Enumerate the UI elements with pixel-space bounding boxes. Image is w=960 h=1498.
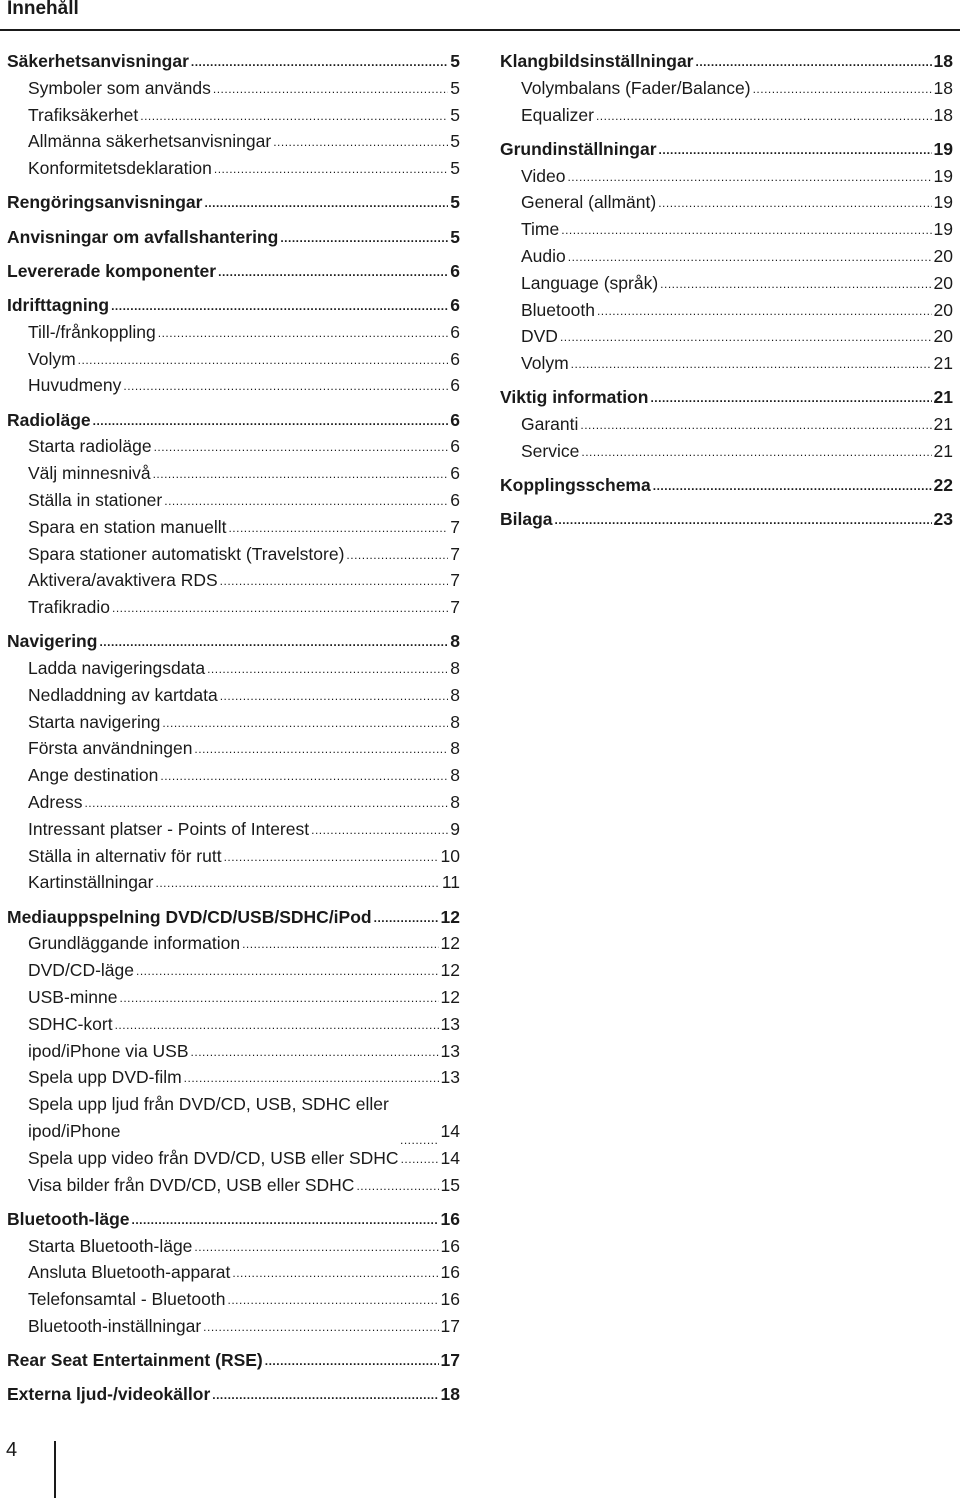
toc-section xyxy=(7,189,460,216)
toc-leader-dots xyxy=(184,1073,439,1083)
toc-subsection-entry[interactable] xyxy=(7,346,460,373)
toc-entry-title: Ställa in alternativ för rutt xyxy=(28,845,222,866)
toc-entry-title: Ställa in stationer xyxy=(28,489,163,510)
toc-leader-dots xyxy=(220,576,449,586)
toc-subsection-entry[interactable] xyxy=(7,1091,460,1145)
toc-leader-dots xyxy=(155,878,439,888)
toc-page-number: 8 xyxy=(450,792,460,813)
toc-page-number: 21 xyxy=(933,353,953,374)
toc-page-number: 10 xyxy=(440,845,460,866)
toc-subsection-entry[interactable] xyxy=(7,75,460,102)
toc-leader-dots xyxy=(191,57,448,67)
footer-divider xyxy=(54,1441,56,1498)
toc-leader-dots xyxy=(212,1390,438,1400)
toc-section-entry[interactable] xyxy=(7,48,460,75)
toc-entry-title: Time xyxy=(521,219,560,240)
toc-page-number: 13 xyxy=(440,1013,460,1034)
toc-entry-title: Ange destination xyxy=(28,765,159,786)
toc-page-number: 20 xyxy=(933,245,953,266)
toc-right-column xyxy=(500,40,953,533)
toc-section-entry[interactable] xyxy=(7,189,460,216)
toc-leader-dots xyxy=(154,442,449,452)
toc-page-number: 7 xyxy=(450,570,460,591)
toc-leader-dots xyxy=(204,198,448,208)
toc-page-number: 20 xyxy=(933,326,953,347)
toc-page-number: 5 xyxy=(450,226,460,247)
toc-section xyxy=(7,628,460,896)
toc-page-number: 8 xyxy=(450,711,460,732)
toc-subsection-entry[interactable] xyxy=(7,789,460,816)
toc-entry-title: Till-/frånkoppling xyxy=(28,321,156,342)
toc-entry-title: Viktig information xyxy=(500,387,649,408)
toc-leader-dots xyxy=(220,691,449,701)
toc-entry-title: Bluetooth-inställningar xyxy=(28,1315,202,1336)
toc-page-number: 6 xyxy=(450,294,460,315)
toc-subsection-entry[interactable] xyxy=(7,735,460,762)
toc-entry-title: Bilaga xyxy=(500,509,553,530)
toc-leader-dots xyxy=(560,332,932,342)
toc-page-number: 20 xyxy=(933,272,953,293)
toc-page-number: 14 xyxy=(440,1121,460,1142)
toc-entry-title: Adress xyxy=(28,792,83,813)
toc-entry-title: Kartinställningar xyxy=(28,872,154,893)
toc-entry-title: Equalizer xyxy=(521,104,594,125)
toc-entry-title: Bluetooth-läge xyxy=(7,1208,130,1229)
toc-page-number: 15 xyxy=(440,1174,460,1195)
toc-leader-dots xyxy=(596,111,932,121)
toc-left-column xyxy=(7,40,460,1408)
toc-entry-title: Video xyxy=(521,165,566,186)
toc-entry-title: Starta radioläge xyxy=(28,436,152,457)
toc-section-entry[interactable] xyxy=(7,1381,460,1408)
toc-subsection-entry[interactable] xyxy=(7,460,460,487)
toc-page-number: 6 xyxy=(450,348,460,369)
toc-entry-title: Första användningen xyxy=(28,738,193,759)
toc-subsection-entry[interactable] xyxy=(7,594,460,621)
toc-page-number: 12 xyxy=(440,933,460,954)
toc-section-entry[interactable] xyxy=(500,506,953,533)
toc-page-number: 19 xyxy=(933,138,953,159)
toc-section xyxy=(7,904,460,1199)
toc-subsection-entry[interactable] xyxy=(7,843,460,870)
toc-section-entry[interactable] xyxy=(7,292,460,319)
toc-page-number: 6 xyxy=(450,321,460,342)
toc-subsection-entry[interactable] xyxy=(500,411,953,438)
toc-subsection-entry[interactable] xyxy=(500,270,953,297)
toc-entry-title: Audio xyxy=(521,245,566,266)
toc-leader-dots xyxy=(659,145,932,155)
toc-page-number: 6 xyxy=(450,260,460,281)
toc-leader-dots xyxy=(401,1154,439,1164)
toc-entry-title: Telefonsamtal - Bluetooth xyxy=(28,1289,226,1310)
toc-page-number: 7 xyxy=(450,516,460,537)
toc-entry-title: Trafikradio xyxy=(28,597,111,618)
toc-entry-title: Spela upp video från DVD/CD, USB eller SDHC xyxy=(28,1147,399,1168)
toc-entry-title: Säkerhetsanvisningar xyxy=(7,51,189,71)
toc-entry-title: Visa bilder från DVD/CD, USB eller SDHC xyxy=(28,1174,355,1195)
toc-leader-dots xyxy=(93,416,449,426)
toc-page-number: 21 xyxy=(933,414,953,435)
toc-subsection-entry[interactable] xyxy=(500,216,953,243)
toc-page-number: 16 xyxy=(440,1208,460,1229)
toc-entry-title: Bluetooth xyxy=(521,299,595,320)
toc-entry-title: Radioläge xyxy=(7,409,91,430)
toc-entry-title: Starta navigering xyxy=(28,711,161,732)
toc-page-number: 8 xyxy=(450,738,460,759)
toc-section-entry[interactable] xyxy=(500,48,953,75)
toc-entry-title: Navigering xyxy=(7,631,98,652)
toc-entry-title: Allmänna säkerhetsanvisningar xyxy=(28,131,272,152)
toc-page-number: 8 xyxy=(450,765,460,786)
toc-entry-title: General (allmänt) xyxy=(521,192,657,213)
toc-leader-dots xyxy=(115,1020,439,1030)
toc-leader-dots xyxy=(160,771,448,781)
toc-page-number: 12 xyxy=(440,987,460,1008)
toc-leader-dots xyxy=(164,496,448,506)
toc-entry-title: Aktivera/avaktivera RDS xyxy=(28,570,218,591)
toc-entry-title: SDHC-kort xyxy=(28,1013,113,1034)
toc-page-number: 8 xyxy=(450,684,460,705)
toc-section-entry[interactable] xyxy=(7,224,460,251)
toc-subsection-entry[interactable] xyxy=(7,1145,460,1172)
toc-subsection-entry[interactable] xyxy=(7,957,460,984)
toc-entry-title: Spara stationer automatiskt (Travelstore) xyxy=(28,543,345,564)
toc-section xyxy=(7,258,460,285)
toc-subsection-entry[interactable] xyxy=(7,541,460,568)
toc-leader-dots xyxy=(242,939,438,949)
toc-leader-dots xyxy=(568,252,932,262)
toc-section xyxy=(7,292,460,399)
toc-leader-dots xyxy=(203,1322,438,1332)
toc-subsection-entry[interactable] xyxy=(7,1172,460,1199)
toc-page-number: 16 xyxy=(440,1289,460,1310)
toc-page-number: 7 xyxy=(450,597,460,618)
toc-leader-dots xyxy=(207,664,448,674)
toc-page-number: 18 xyxy=(933,77,953,98)
toc-subsection-entry[interactable] xyxy=(500,438,953,465)
toc-subsection-entry[interactable] xyxy=(7,155,460,182)
toc-leader-dots xyxy=(136,966,439,976)
toc-page-number: 12 xyxy=(440,960,460,981)
toc-leader-dots xyxy=(153,469,449,479)
toc-section-entry[interactable] xyxy=(7,904,460,931)
toc-leader-dots xyxy=(581,447,931,457)
toc-leader-dots xyxy=(123,381,448,391)
toc-leader-dots xyxy=(194,744,448,754)
toc-section-entry[interactable] xyxy=(7,1206,460,1233)
toc-subsection-entry[interactable] xyxy=(7,433,460,460)
toc-leader-dots xyxy=(214,164,448,174)
toc-leader-dots xyxy=(111,301,448,311)
toc-entry-title: Trafiksäkerhet xyxy=(28,104,139,125)
toc-leader-dots xyxy=(140,111,448,121)
toc-page-number: 19 xyxy=(933,219,953,240)
toc-subsection-entry[interactable] xyxy=(7,372,460,399)
toc-subsection-entry[interactable] xyxy=(7,655,460,682)
toc-entry-title: Idrifttagning xyxy=(7,294,110,315)
toc-section xyxy=(7,1206,460,1340)
toc-section xyxy=(500,136,953,377)
toc-section xyxy=(7,407,460,621)
toc-entry-title: Klangbildsinställningar xyxy=(500,51,694,71)
toc-subsection-entry[interactable] xyxy=(500,297,953,324)
toc-section xyxy=(500,472,953,499)
toc-section xyxy=(500,506,953,533)
toc-page-number: 5 xyxy=(450,77,460,98)
toc-subsection-entry[interactable] xyxy=(7,984,460,1011)
toc-section xyxy=(7,1347,460,1374)
toc-leader-dots xyxy=(227,1295,438,1305)
toc-page-number: 9 xyxy=(450,818,460,839)
toc-entry-title: Välj minnesnivå xyxy=(28,463,151,484)
toc-subsection-entry[interactable] xyxy=(500,75,953,102)
toc-entry-title: Starta Bluetooth-läge xyxy=(28,1235,193,1256)
toc-page-number: 19 xyxy=(933,192,953,213)
toc-page-number: 12 xyxy=(440,906,460,927)
toc-section-entry[interactable] xyxy=(7,1347,460,1374)
toc-page-number: 18 xyxy=(440,1384,460,1405)
toc-subsection-entry[interactable] xyxy=(7,567,460,594)
toc-leader-dots xyxy=(191,1047,439,1057)
toc-page-number: 6 xyxy=(450,489,460,510)
toc-entry-title: Konformitetsdeklaration xyxy=(28,158,212,179)
toc-leader-dots xyxy=(660,279,931,289)
toc-section-entry[interactable] xyxy=(7,628,460,655)
toc-entry-title: Ladda navigeringsdata xyxy=(28,658,206,679)
toc-page-number: 8 xyxy=(450,631,460,652)
toc-entry-title: Ansluta Bluetooth-apparat xyxy=(28,1262,231,1283)
toc-entry-title: USB-minne xyxy=(28,987,118,1008)
toc-section-entry[interactable] xyxy=(500,384,953,411)
toc-subsection-entry[interactable] xyxy=(500,323,953,350)
toc-page-number: 19 xyxy=(933,165,953,186)
toc-page-number: 5 xyxy=(450,192,460,213)
toc-leader-dots xyxy=(650,393,931,403)
toc-page-number: 13 xyxy=(440,1040,460,1061)
toc-page-number: 8 xyxy=(450,658,460,679)
toc-leader-dots xyxy=(162,718,448,728)
toc-page-number: 18 xyxy=(933,51,953,71)
toc-page-number: 22 xyxy=(933,475,953,496)
toc-subsection-entry[interactable] xyxy=(7,1233,460,1260)
toc-leader-dots xyxy=(356,1181,438,1191)
toc-page-number: 17 xyxy=(440,1350,460,1371)
toc-leader-dots xyxy=(571,359,932,369)
toc-entry-title: Intressant platser - Points of Interest xyxy=(28,818,310,839)
toc-leader-dots xyxy=(597,306,932,316)
toc-leader-dots xyxy=(696,57,932,67)
toc-section xyxy=(7,48,460,182)
toc-leader-dots xyxy=(224,852,439,862)
toc-entry-title: Nedladdning av kartdata xyxy=(28,684,218,705)
toc-page-number: 21 xyxy=(933,387,953,408)
toc-page-number: 23 xyxy=(933,509,953,530)
toc-subsection-entry[interactable] xyxy=(7,102,460,129)
toc-entry-title: Levererade komponenter xyxy=(7,260,217,281)
toc-section-entry[interactable] xyxy=(500,472,953,499)
toc-subsection-entry[interactable] xyxy=(500,163,953,190)
toc-page-number: 11 xyxy=(441,872,460,893)
toc-leader-dots xyxy=(232,1268,438,1278)
toc-leader-dots xyxy=(561,225,931,235)
toc-entry-title: Spara en station manuellt xyxy=(28,516,227,537)
toc-entry-title: Grundläggande information xyxy=(28,933,241,954)
toc-leader-dots xyxy=(265,1356,439,1366)
toc-subsection-entry[interactable] xyxy=(7,128,460,155)
toc-subsection-entry[interactable] xyxy=(500,243,953,270)
toc-subsection-entry[interactable] xyxy=(7,1286,460,1313)
toc-leader-dots xyxy=(567,172,931,182)
toc-entry-title: Service xyxy=(521,440,580,461)
toc-page-number: 6 xyxy=(450,463,460,484)
toc-leader-dots xyxy=(658,198,931,208)
toc-leader-dots xyxy=(112,603,448,613)
header-divider xyxy=(0,29,960,31)
toc-entry-title: Garanti xyxy=(521,414,579,435)
toc-section-entry[interactable] xyxy=(7,407,460,434)
toc-leader-dots xyxy=(580,420,931,430)
toc-page-number: 7 xyxy=(450,543,460,564)
toc-page-number: 6 xyxy=(450,375,460,396)
toc-entry-title: Rear Seat Entertainment (RSE) xyxy=(7,1350,263,1371)
page-title: Innehåll xyxy=(7,0,79,19)
toc-subsection-entry[interactable] xyxy=(7,816,460,843)
toc-leader-dots xyxy=(218,267,448,277)
toc-entry-title: ipod/iPhone via USB xyxy=(28,1040,189,1061)
toc-entry-title: Grundinställningar xyxy=(500,138,657,159)
toc-subsection-entry[interactable] xyxy=(7,487,460,514)
toc-entry-title: Spela upp DVD-film xyxy=(28,1067,182,1088)
toc-leader-dots xyxy=(400,1135,439,1145)
toc-leader-dots xyxy=(119,993,438,1003)
toc-subsection-entry[interactable] xyxy=(7,1011,460,1038)
toc-leader-dots xyxy=(228,523,448,533)
toc-section xyxy=(500,384,953,464)
toc-page-number: 21 xyxy=(933,440,953,461)
toc-leader-dots xyxy=(653,481,932,491)
toc-entry-title: Volymbalans (Fader/Balance) xyxy=(521,77,751,98)
toc-subsection-entry[interactable] xyxy=(7,514,460,541)
toc-section xyxy=(500,48,953,128)
toc-entry-title: Anvisningar om avfallshantering xyxy=(7,226,279,247)
toc-section-entry[interactable] xyxy=(500,136,953,163)
toc-page-number: 16 xyxy=(440,1235,460,1256)
toc-entry-title: Mediauppspelning DVD/CD/USB/SDHC/iPod xyxy=(7,906,372,927)
toc-subsection-entry[interactable] xyxy=(7,1259,460,1286)
toc-section xyxy=(7,224,460,251)
toc-page-number: 20 xyxy=(933,299,953,320)
toc-page-number: 14 xyxy=(440,1147,460,1168)
toc-subsection-entry[interactable] xyxy=(7,1313,460,1340)
toc-leader-dots xyxy=(280,233,448,243)
toc-subsection-entry[interactable] xyxy=(500,189,953,216)
toc-leader-dots xyxy=(158,328,449,338)
toc-entry-title: Kopplingsschema xyxy=(500,475,651,496)
toc-page-number: 6 xyxy=(450,409,460,430)
toc-entry-title: DVD xyxy=(521,326,558,347)
toc-leader-dots xyxy=(555,515,932,525)
toc-leader-dots xyxy=(374,913,439,923)
toc-leader-dots xyxy=(132,1215,439,1225)
toc-page-number: 5 xyxy=(450,131,460,152)
toc-entry-title: Rengöringsanvisningar xyxy=(7,192,203,213)
toc-subsection-entry[interactable] xyxy=(7,1038,460,1065)
page-header xyxy=(0,0,960,22)
toc-leader-dots xyxy=(273,137,448,147)
toc-page-number: 16 xyxy=(440,1262,460,1283)
toc-entry-title: Spela upp ljud från DVD/CD, USB, SDHC eller ipod/iPhone xyxy=(28,1094,389,1142)
toc-entry-title: Language (språk) xyxy=(521,272,659,293)
toc-subsection-entry[interactable] xyxy=(500,350,953,377)
toc-page-number: 17 xyxy=(440,1315,460,1336)
toc-subsection-entry[interactable] xyxy=(7,1064,460,1091)
toc-leader-dots xyxy=(213,84,448,94)
toc-entry-title: Symboler som används xyxy=(28,77,211,98)
page-number: 4 xyxy=(6,1439,18,1461)
toc-leader-dots xyxy=(346,550,448,560)
toc-subsection-entry[interactable] xyxy=(7,319,460,346)
toc-entry-title: Volym xyxy=(521,353,569,374)
toc-page-number: 13 xyxy=(440,1067,460,1088)
toc-leader-dots xyxy=(753,84,932,94)
toc-section xyxy=(7,1381,460,1408)
toc-page-number: 5 xyxy=(450,158,460,179)
toc-leader-dots xyxy=(99,637,448,647)
toc-section-entry[interactable] xyxy=(7,258,460,285)
toc-subsection-entry[interactable] xyxy=(7,709,460,736)
toc-page-number: 6 xyxy=(450,436,460,457)
toc-subsection-entry[interactable] xyxy=(7,682,460,709)
toc-leader-dots xyxy=(194,1242,438,1252)
toc-entry-title: Externa ljud-/videokällor xyxy=(7,1384,211,1405)
toc-entry-title: DVD/CD-läge xyxy=(28,960,134,981)
toc-entry-title: Huvudmeny xyxy=(28,375,122,396)
toc-subsection-entry[interactable] xyxy=(500,102,953,129)
toc-subsection-entry[interactable] xyxy=(7,762,460,789)
toc-page-number: 18 xyxy=(933,104,953,125)
toc-leader-dots xyxy=(84,798,448,808)
toc-leader-dots xyxy=(311,825,448,835)
toc-subsection-entry[interactable] xyxy=(7,869,460,896)
toc-subsection-entry[interactable] xyxy=(7,930,460,957)
toc-entry-title: Volym xyxy=(28,348,76,369)
toc-leader-dots xyxy=(78,355,449,365)
toc-page-number: 5 xyxy=(450,51,460,71)
toc-page-number: 5 xyxy=(450,104,460,125)
